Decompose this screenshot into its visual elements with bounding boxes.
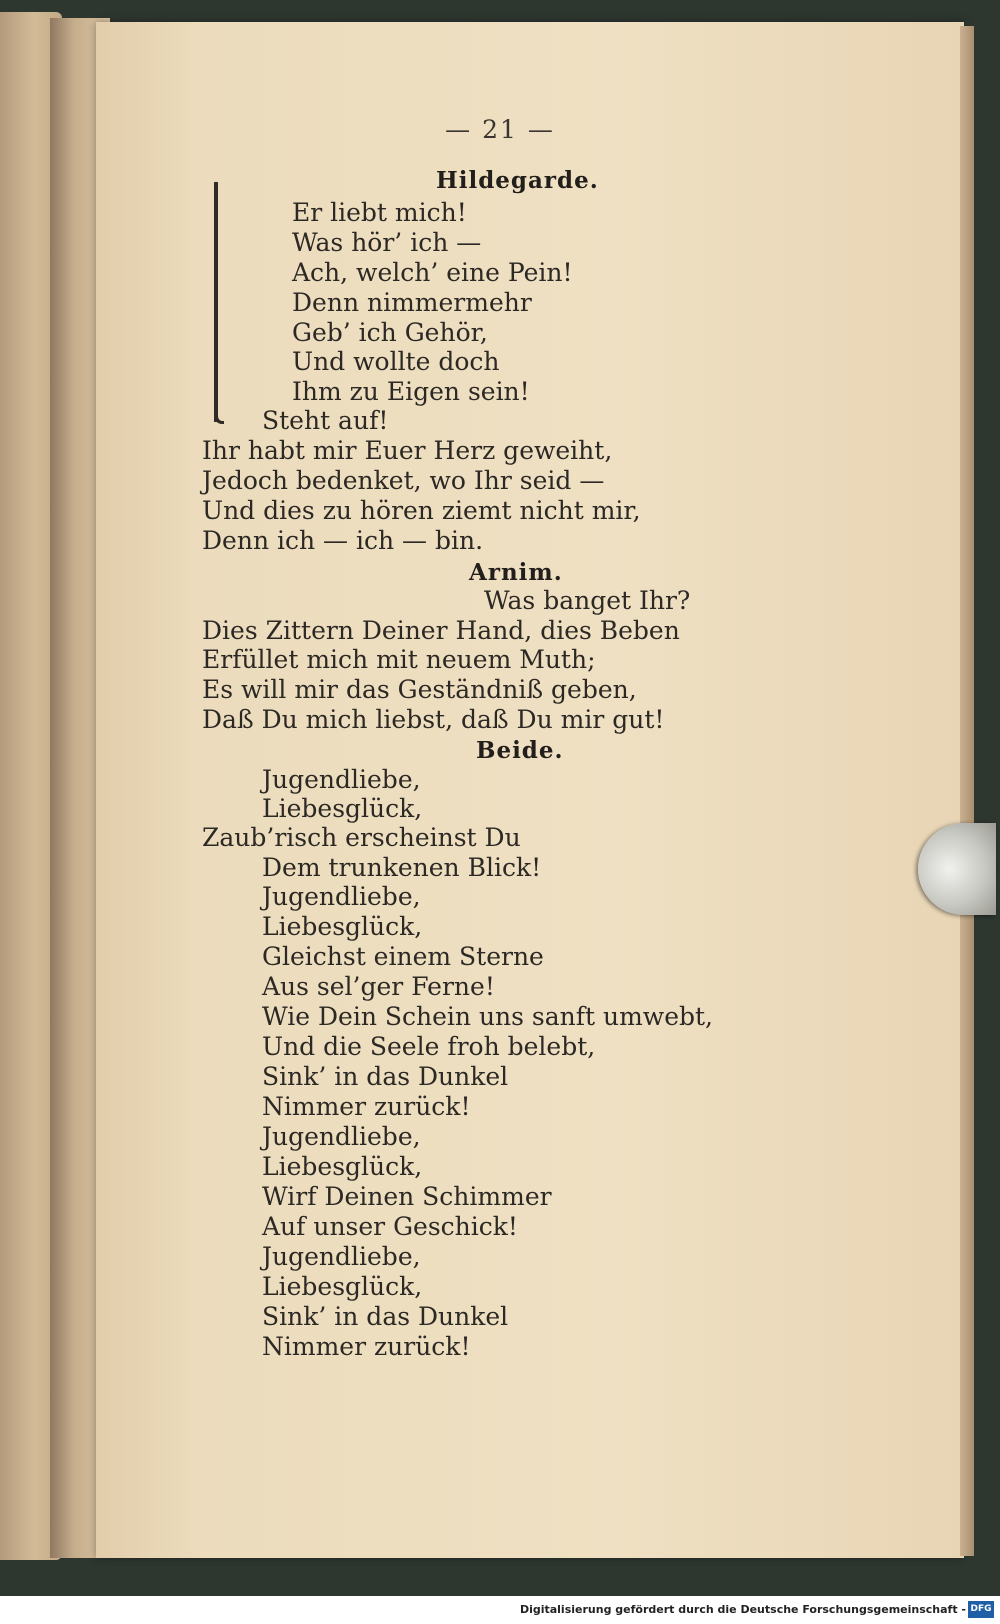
dfg-logo: DFG (968, 1601, 994, 1618)
verse-line: Daß Du mich liebst, daß Du mir gut! (202, 705, 665, 734)
verse-line: Jugendliebe, (262, 765, 421, 794)
page-stack-edge (960, 26, 974, 1556)
verse-line: Jugendliebe, (262, 1242, 421, 1271)
verse-line: Ach, welch’ eine Pein! (292, 258, 573, 287)
verse-line: Dem trunkenen Blick! (262, 853, 542, 882)
verse-line: Sink’ in das Dunkel (262, 1062, 509, 1091)
verse-line: Jugendliebe, (262, 882, 421, 911)
verse-line: Geb’ ich Gehör, (292, 318, 488, 347)
verse-line: Ihr habt mir Euer Herz geweiht, (202, 436, 613, 465)
verse-line: Liebesglück, (262, 912, 423, 941)
verse-line: Und die Seele froh belebt, (262, 1032, 596, 1061)
verse-line: Gleichst einem Sterne (262, 942, 544, 971)
verse-line: Was hör’ ich — (292, 228, 482, 257)
margin-bracket (214, 182, 218, 422)
verse-line: Jedoch bedenket, wo Ihr seid — (202, 466, 605, 495)
speaker-hildegarde: Hildegarde. (436, 167, 599, 194)
verse-line: Und dies zu hören ziemt nicht mir, (202, 496, 641, 525)
verse-line: Er liebt mich! (292, 198, 467, 227)
verse-line: Jugendliebe, (262, 1122, 421, 1151)
verse-line: Und wollte doch (292, 347, 500, 376)
verse-line: Ihm zu Eigen sein! (292, 377, 530, 406)
book-page (96, 22, 964, 1558)
verse-line: Was banget Ihr? (484, 586, 691, 615)
verse-line: Denn ich — ich — bin. (202, 526, 484, 555)
verse-line: Nimmer zurück! (262, 1092, 471, 1121)
verse-line: Liebesglück, (262, 1152, 423, 1181)
verse-line: Erfüllet mich mit neuem Muth; (202, 645, 596, 674)
verse-line: Es will mir das Geständniß geben, (202, 675, 637, 704)
verse-line: Liebesglück, (262, 794, 423, 823)
verse-line: Dies Zittern Deiner Hand, dies Beben (202, 616, 680, 645)
verse-line: Sink’ in das Dunkel (262, 1302, 509, 1331)
verse-line: Denn nimmermehr (292, 288, 532, 317)
verse-line: Liebesglück, (262, 1272, 423, 1301)
speaker-beide: Beide. (476, 737, 564, 764)
verse-line: Aus sel’ger Ferne! (262, 972, 495, 1001)
verse-line: Steht auf! (262, 406, 389, 435)
funding-credit: Digitalisierung gefördert durch die Deutsche Forschungsgemeinschaft - (519, 1603, 966, 1616)
verse-line: Wie Dein Schein uns sanft umwebt, (262, 1002, 714, 1031)
verse-line: Nimmer zurück! (262, 1332, 471, 1361)
verse-line: Wirf Deinen Schimmer (262, 1182, 552, 1211)
verse-line: Zaub’risch erscheinst Du (202, 823, 521, 852)
speaker-arnim: Arnim. (469, 559, 563, 586)
verse-line: Auf unser Geschick! (262, 1212, 518, 1241)
page-number: — 21 — (445, 115, 555, 144)
